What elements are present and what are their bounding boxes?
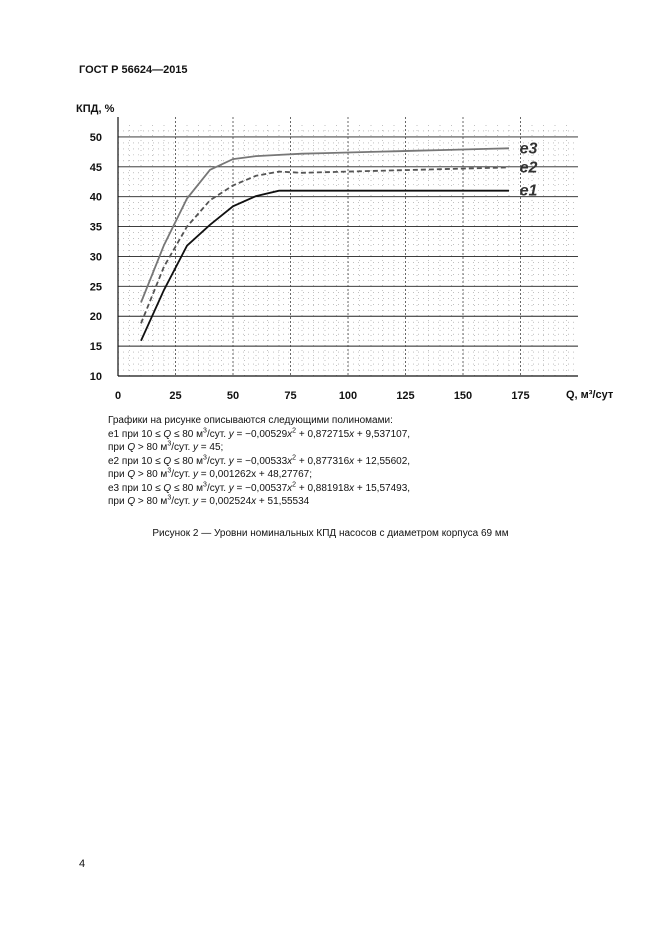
- notes-line-e3-high: при Q > 80 $м^3$/сут. y = 0,002524x + 51,55534: [108, 494, 310, 507]
- x-tick-label: 125: [396, 390, 415, 402]
- y-tick-label: 20: [89, 311, 102, 324]
- x-tick-labels: [115, 390, 530, 402]
- efficiency-chart: [0, 0, 661, 420]
- x-tick-label: 100: [338, 390, 358, 402]
- x-tick-label: 0: [114, 390, 122, 402]
- x-tick-label: 175: [511, 390, 530, 402]
- series-labels: [520, 140, 538, 199]
- series-label-e2: e2: [519, 159, 538, 177]
- y-tick-label: 45: [89, 161, 102, 174]
- y-tick-label: 35: [89, 221, 102, 234]
- polynomial-notes: [108, 414, 410, 509]
- x-tick-label: 50: [226, 390, 240, 402]
- y-tick-label: 50: [89, 131, 102, 144]
- notes-line-e1: е1 при 10 ≤ Q ≤ 80 $м^3$/сут. $y = -0,00529x^2 + 0,872715x + 9,537107$,: [108, 427, 411, 440]
- notes-line-e3: е3 при 10 ≤ Q ≤ 80 $м^3$/сут. $y = -0,00537x^2 + 0,881918x + 15,57493$,: [108, 481, 411, 494]
- x-tick-label: 25: [169, 390, 182, 402]
- figure-caption: Рисунок 2 — Уровни номинальных КПД насосов с диаметром корпуса 69 мм: [152, 528, 509, 539]
- y-tick-label: 10: [89, 371, 102, 383]
- notes-intro: Графики на рисунке описываются следующими полиномами:: [108, 415, 393, 426]
- x-tick-label: 75: [284, 390, 297, 402]
- x-axis-label: Q, м³/сут: [566, 389, 614, 401]
- x-tick-label: 150: [453, 390, 473, 402]
- y-tick-label: 30: [89, 251, 102, 264]
- y-tick-label: 25: [89, 281, 102, 294]
- page-number: 4: [79, 858, 86, 870]
- document-id: ГОСТ Р 56624—2015: [79, 64, 188, 76]
- series-label-e1: e1: [519, 182, 538, 200]
- y-tick-label: 15: [89, 341, 102, 354]
- y-tick-label: 40: [89, 191, 102, 204]
- series-label-e3: e3: [519, 140, 538, 158]
- notes-line-e2-high: при Q > 80 $м^3$/сут. y = 0,001262x + 48,27767;: [108, 467, 313, 480]
- y-axis-label: КПД, %: [76, 103, 115, 115]
- y-tick-labels: [90, 132, 102, 383]
- notes-line-e1-high: при Q > 80 $м^3$/сут. y = 45;: [108, 440, 224, 453]
- notes-line-e2: е2 при 10 ≤ Q ≤ 80 $м^3$/сут. $y = -0,00533x^2 + 0,877316x + 12,55602$,: [108, 454, 411, 467]
